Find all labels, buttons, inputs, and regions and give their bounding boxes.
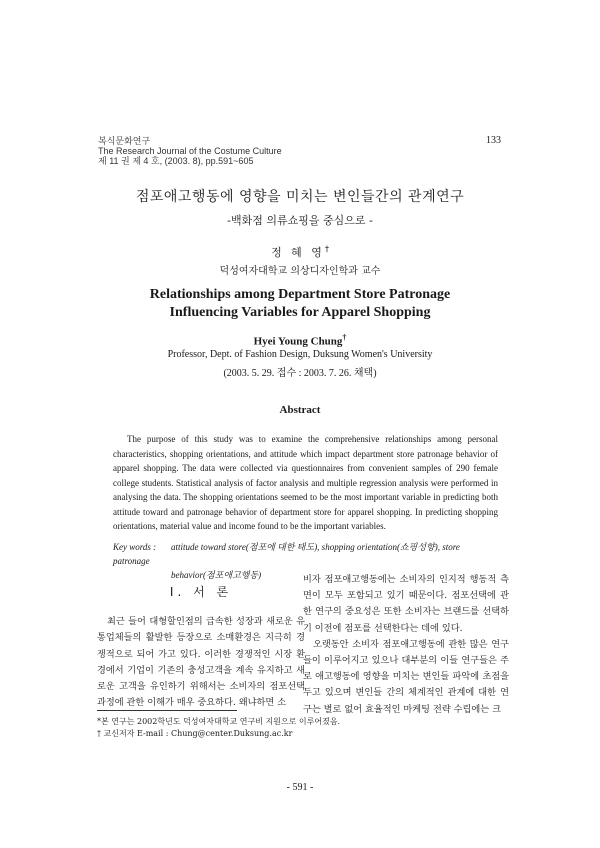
body-column-left xyxy=(97,582,305,711)
journal-name-korean: 복식문화연구 xyxy=(98,136,151,146)
footnote-funding: *본 연구는 2002학년도 덕성여자대학교 연구비 지원으로 이루어졌음. xyxy=(97,717,341,726)
body-paragraph-left: 최근 들어 대형할인점의 급속한 성장과 새로운 유통업체들의 활발한 등장으로 소매환경은 지극히 경쟁적으로 되어 가고 있다. 이러한 경쟁적인 시장 환경에서 기업이 기존의 충성고객을 계속 유지하고 새로운 고객을 유인하기 위해서는 소비자의 점포선택과정에 관한 이해가 매우 중요하다. 왜냐하면 소 xyxy=(97,616,305,709)
footnote-correspondence xyxy=(97,728,507,740)
paper-title-english-line1: Relationships among Department Store Patronage xyxy=(149,287,451,302)
body-paragraph-right-1: 비자 점포애고행동에는 소비자의 인지적 행동적 측면이 모두 포함되고 있기 때문이다. 점포선택에 관한 연구의 중요성은 또한 소비자는 브랜드를 선택하기 이전에 점포를 선택한다는 데에 있다. xyxy=(303,574,509,634)
keywords-text-1: attitude toward store(점포에 대한 태도), shopping orientation(쇼핑성향), store patronage xyxy=(113,542,460,566)
author-name-korean xyxy=(0,244,600,260)
journal-volume-info: 제 11 권 제 4 호, (2003. 8), pp.591~605 xyxy=(98,156,254,166)
author-affiliation-korean: 덕성여자대학교 의상디자인학과 교수 xyxy=(219,266,381,277)
abstract-body: The purpose of this study was to examine the comprehensive relationships among personal characteristics, shopping orientations, and attitude which impact department store patronage behavior of apparel shopping. The data were collected via questionnaires from convenient samples of 290 female college students. Statistical analysis of factor analysis and multiple regression analysis were performed in analysing the data. The shopping orientations seemed to be the most important variable in predicting both attitude toward and patronage behavior of department store for apparel shopping. In predicting shopping orientations, material value and income found to be the important variables. xyxy=(113,434,498,531)
body-column-right xyxy=(303,572,509,718)
footer-page-number: - 591 - xyxy=(286,782,314,793)
footnote-email: 교신저자 E-mail : Chung@center.Duksung.ac.kr xyxy=(103,729,293,738)
header-page-number: 133 xyxy=(486,135,501,146)
paper-title-english-line2: Influencing Variables for Apparel Shopping xyxy=(169,305,431,320)
corresponding-author-mark: † xyxy=(324,244,329,254)
footnote-dagger: † xyxy=(97,729,101,738)
footnotes xyxy=(97,716,507,740)
author-name-english-text: Hyei Young Chung xyxy=(253,335,343,348)
keywords-label: Key words : xyxy=(113,542,157,552)
corresponding-author-mark-english: † xyxy=(342,333,347,342)
author-name-english xyxy=(0,333,600,348)
journal-name-english: The Research Journal of the Costume Culture xyxy=(98,146,282,156)
footnote-divider xyxy=(97,710,237,711)
body-paragraph-right-2: 오랫동안 소비자 점포애고행동에 관한 많은 연구들이 이루어지고 있으나 대부분의 이들 연구들은 주로 애고행동에 영향을 미치는 변인들 파악에 초점을 두고 있으며 변인들 간의 체계적인 관계에 대한 연구는 별로 없어 효율적인 마케팅 전략 수립에는 크 xyxy=(303,638,509,715)
author-affiliation-english: Professor, Dept. of Fashion Design, Duksung Women's University xyxy=(167,349,433,360)
keywords-line-1 xyxy=(113,540,498,568)
paper-title-korean: 점포애고행동에 영향을 미치는 변인들간의 관계연구 xyxy=(135,189,465,205)
section-heading-introduction: Ⅰ. 서 론 xyxy=(169,585,233,599)
author-name-korean-text: 정 혜 영 xyxy=(271,246,325,259)
keywords-line-2: behavior(점포애고행동) xyxy=(171,570,262,580)
paper-subtitle-korean: -백화점 의류쇼핑을 중심으로 - xyxy=(227,214,373,227)
submission-dates: (2003. 5. 29. 접수 : 2003. 7. 26. 채택) xyxy=(223,368,377,379)
abstract-heading: Abstract xyxy=(279,404,321,416)
